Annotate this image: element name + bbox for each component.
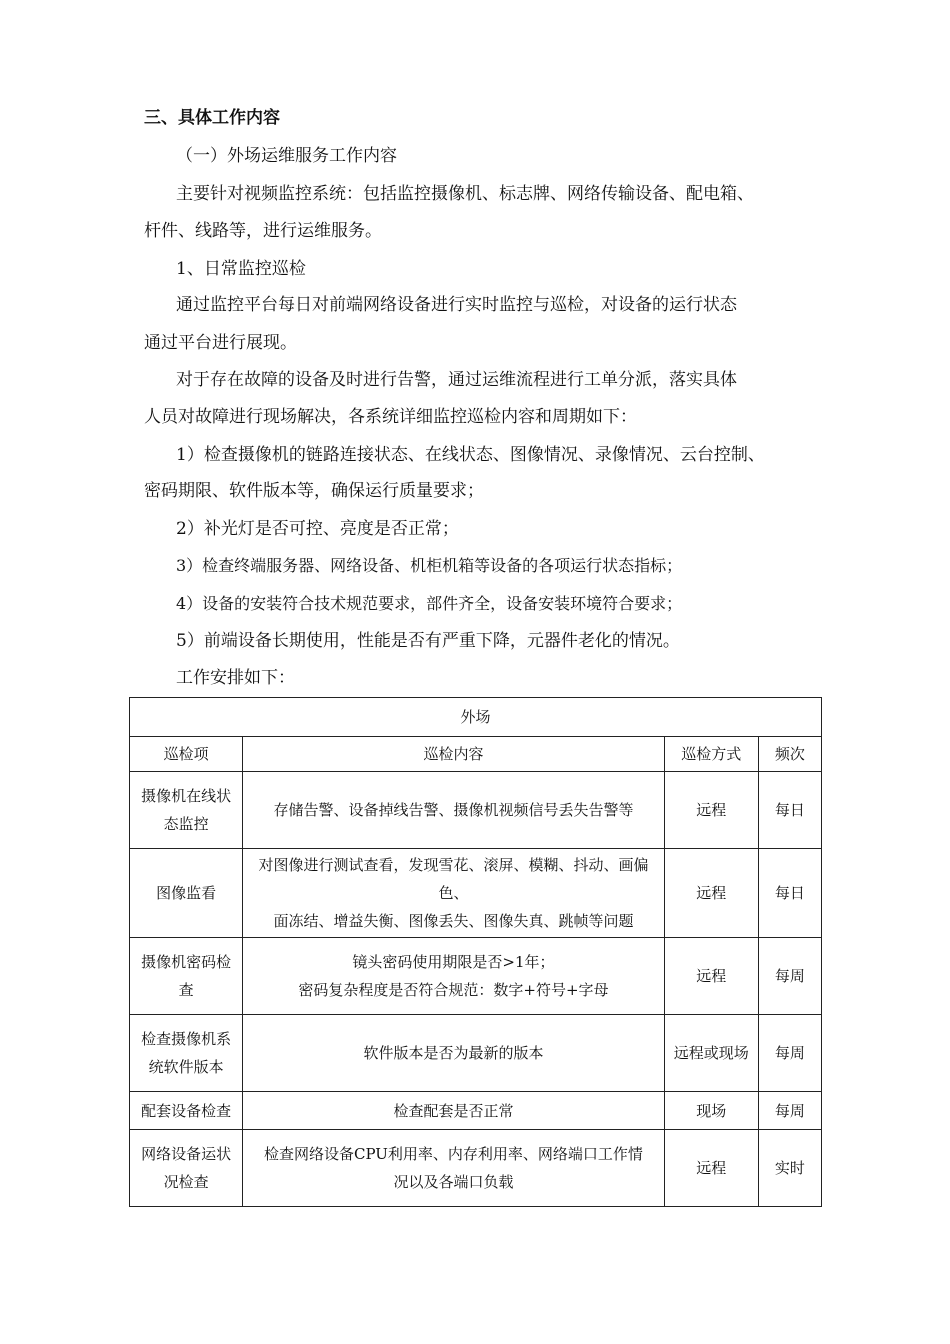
row-content-line: 镜头密码使用期限是否>1年；	[352, 953, 555, 971]
row-item-line: 检查摄像机系	[141, 1030, 232, 1048]
list-item-5: 5）前端设备长期使用，性能是否有严重下降，元器件老化的情况。	[176, 631, 680, 651]
row-content	[243, 849, 665, 938]
row-method: 远程	[664, 938, 758, 1015]
table-row	[130, 1015, 822, 1092]
item-1-title: 1、日常监控巡检	[176, 259, 306, 279]
row-frequency: 每周	[758, 1015, 821, 1092]
table-row	[130, 1130, 822, 1207]
row-method: 现场	[664, 1092, 758, 1130]
row-content-line: 面冻结、增益失衡、图像丢失、图像失真、跳帧等问题	[273, 912, 634, 930]
row-method: 远程	[664, 772, 758, 849]
row-method: 远程	[664, 1130, 758, 1207]
inspection-table	[129, 697, 822, 1207]
intro-line-2: 杆件、线路等，进行运维服务。	[144, 221, 382, 241]
table-row	[130, 772, 822, 849]
row-item-line: 配套设备检查	[141, 1101, 232, 1120]
row-item	[130, 1092, 243, 1130]
row-frequency: 每日	[758, 849, 821, 938]
schedule-intro: 工作安排如下：	[176, 668, 295, 688]
row-item	[130, 1015, 243, 1092]
row-item	[130, 1130, 243, 1207]
row-frequency: 每周	[758, 938, 821, 1015]
row-content-line: 对图像进行测试查看，发现雪花、滚屏、模糊、抖动、画偏色、	[258, 856, 649, 902]
table-caption-row	[130, 698, 822, 737]
para-1-line-1: 通过监控平台每日对前端网络设备进行实时监控与巡检，对设备的运行状态	[176, 295, 737, 315]
row-item-line: 摄像机在线状	[141, 787, 232, 805]
row-item-line: 网络设备运状	[141, 1145, 232, 1163]
row-item	[130, 772, 243, 849]
table-row	[130, 938, 822, 1015]
header-item: 巡检项	[130, 737, 243, 772]
row-content	[243, 1130, 665, 1207]
row-content-line: 况以及各端口负载	[393, 1173, 514, 1191]
row-content	[243, 938, 665, 1015]
row-item	[130, 938, 243, 1015]
para-2-line-2: 人员对故障进行现场解决，各系统详细监控巡检内容和周期如下：	[144, 407, 637, 427]
header-frequency: 频次	[758, 737, 821, 772]
row-content-line: 检查网络设备CPU利用率、内存利用率、网络端口工作情	[263, 1145, 643, 1163]
row-content-line: 密码复杂程度是否符合规范：数字+符号+字母	[298, 981, 609, 999]
row-content-line: 检查配套是否正常	[393, 1101, 514, 1120]
table-header-row	[130, 737, 822, 772]
row-frequency: 每日	[758, 772, 821, 849]
row-item-line: 况检查	[163, 1173, 209, 1191]
row-content	[243, 772, 665, 849]
intro-line-1: 主要针对视频监控系统：包括监控摄像机、标志牌、网络传输设备、配电箱、	[176, 184, 754, 204]
row-content-line: 存储告警、设备掉线告警、摄像机视频信号丢失告警等	[273, 801, 634, 819]
table-caption: 外场	[130, 698, 822, 737]
row-frequency: 实时	[758, 1130, 821, 1207]
table-row	[130, 849, 822, 938]
section-title: 三、具体工作内容	[144, 108, 280, 128]
row-method: 远程	[664, 849, 758, 938]
header-content: 巡检内容	[243, 737, 665, 772]
row-item-line: 图像监看	[156, 884, 217, 902]
row-method: 远程或现场	[664, 1015, 758, 1092]
header-method: 巡检方式	[664, 737, 758, 772]
list-item-1-line-1: 1）检查摄像机的链路连接状态、在线状态、图像情况、录像情况、云台控制、	[176, 445, 765, 465]
row-frequency: 每周	[758, 1092, 821, 1130]
row-item-line: 查	[178, 981, 194, 999]
row-content	[243, 1092, 665, 1130]
para-1-line-2: 通过平台进行展现。	[144, 333, 297, 353]
row-content-line: 软件版本是否为最新的版本	[363, 1044, 544, 1062]
subsection-title: （一）外场运维服务工作内容	[176, 146, 397, 166]
para-2-line-1: 对于存在故障的设备及时进行告警，通过运维流程进行工单分派，落实具体	[176, 370, 737, 390]
row-content	[243, 1015, 665, 1092]
table-row	[130, 1092, 822, 1130]
list-item-3: 3）检查终端服务器、网络设备、机柜机箱等设备的各项运行状态指标；	[176, 556, 683, 575]
list-item-1-line-2: 密码期限、软件版本等，确保运行质量要求；	[144, 481, 484, 501]
row-item	[130, 849, 243, 938]
row-item-line: 态监控	[163, 815, 209, 833]
row-item-line: 统软件版本	[148, 1058, 224, 1076]
list-item-2: 2）补光灯是否可控、亮度是否正常；	[176, 519, 459, 539]
row-item-line: 摄像机密码检	[141, 953, 232, 971]
list-item-4: 4）设备的安装符合技术规范要求，部件齐全，设备安装环境符合要求；	[176, 594, 683, 613]
